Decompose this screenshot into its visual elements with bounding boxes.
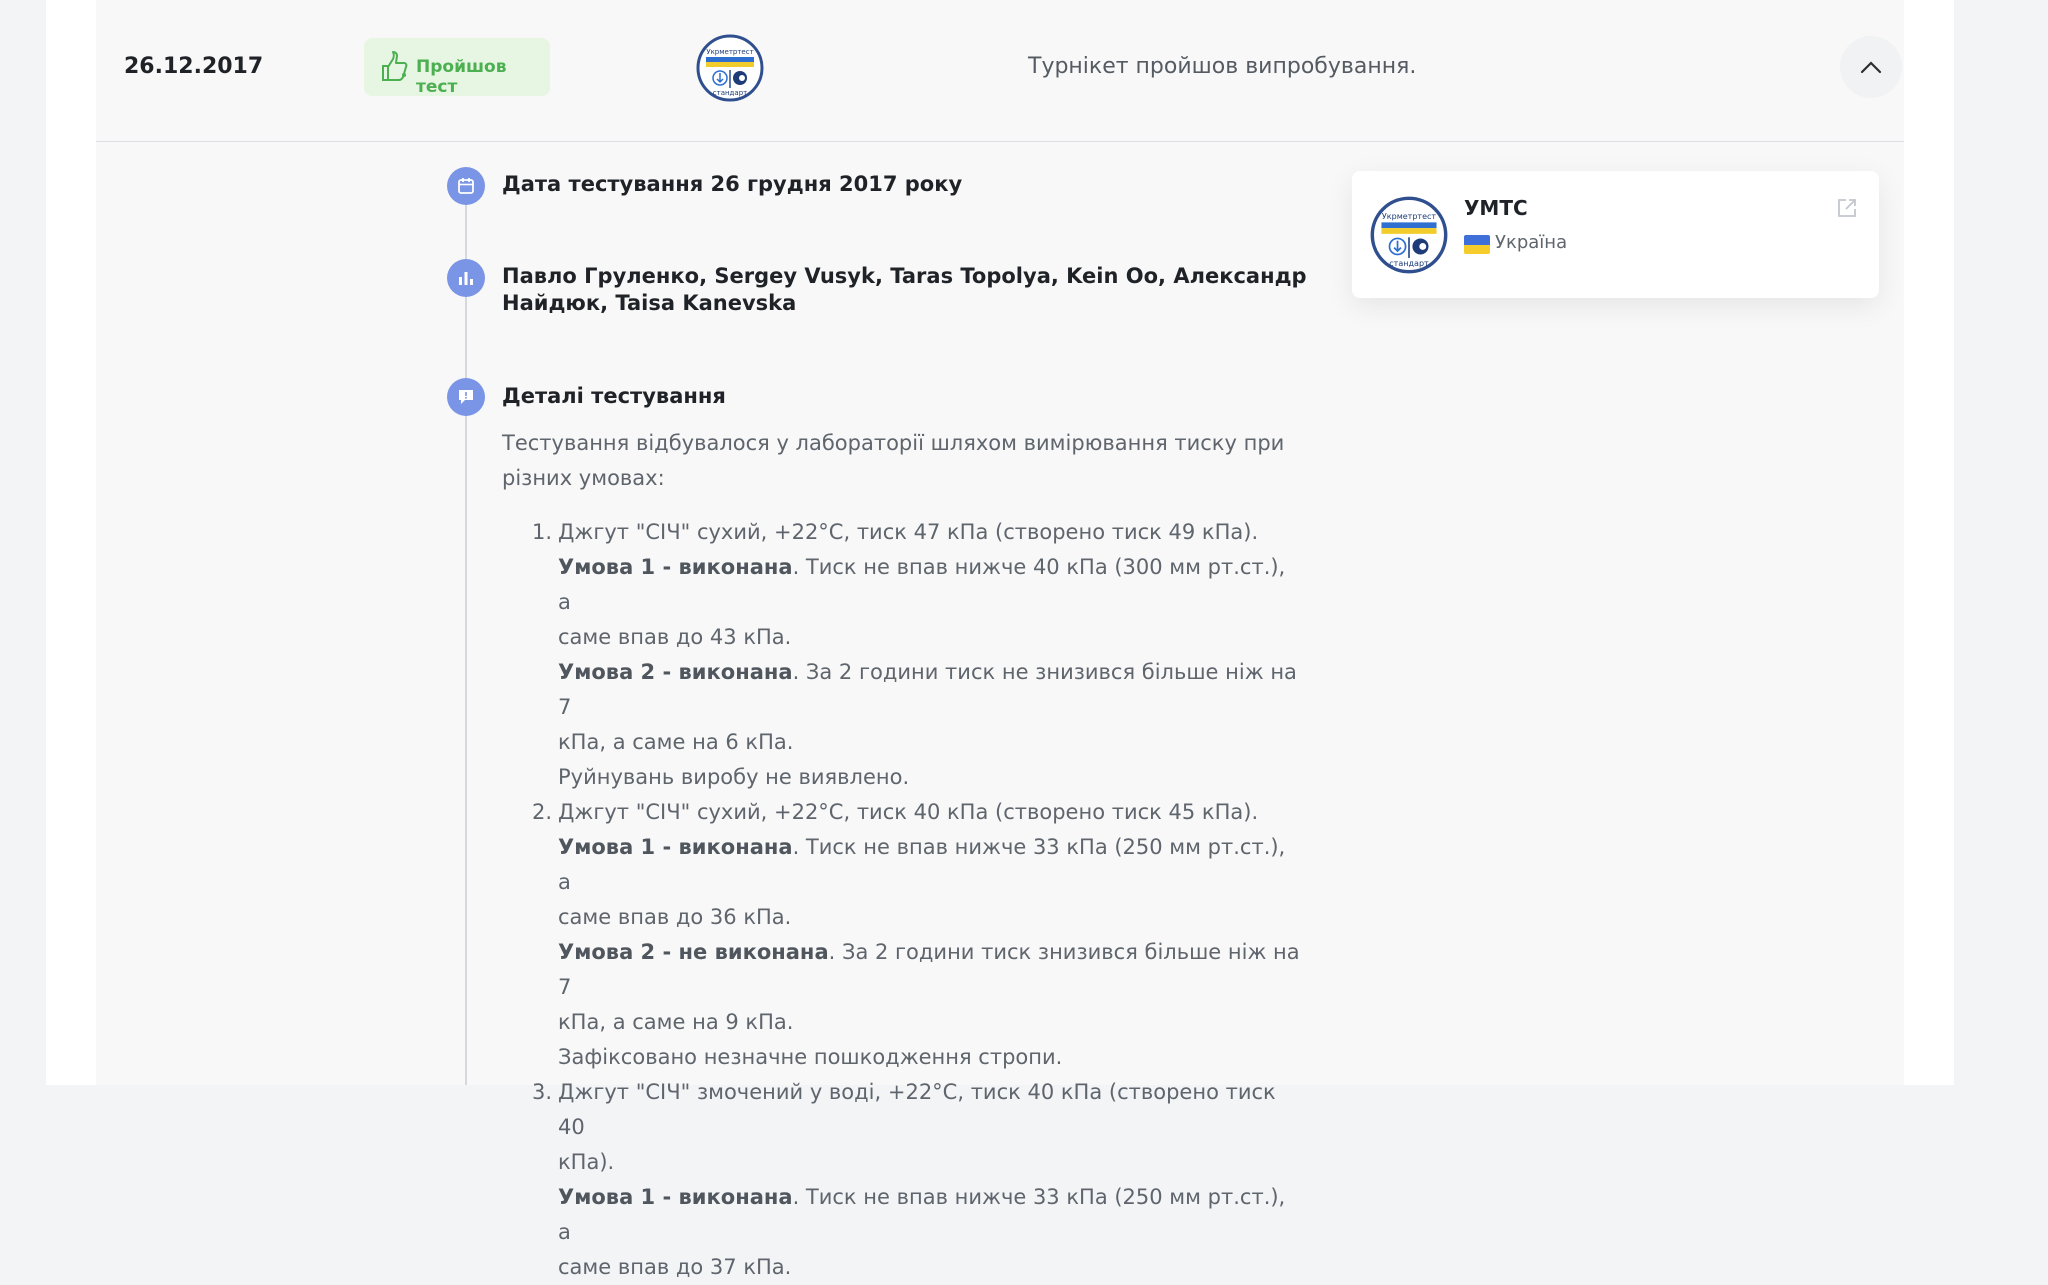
condition-text: Джгут "СІЧ" сухий, +22°С, тиск 47 кПа (створено тиск 49 кПа). xyxy=(558,520,1259,544)
external-link-icon[interactable] xyxy=(1836,197,1858,223)
status-label: Пройшов тест xyxy=(416,57,507,97)
condition-text: . Тиск не впав нижче 33 кПа (250 мм рт.ст.), а xyxy=(558,1185,1286,1244)
list-item-line xyxy=(558,655,1302,725)
condition-text: Джгут "СІЧ" змочений у воді, +22°С, тиск 40 кПа (створено тиск 40 xyxy=(558,1080,1276,1139)
details-intro: Тестування відбувалося у лабораторії шляхом вимірювання тиску при різних умовах: xyxy=(502,431,1285,490)
condition-text: кПа). xyxy=(558,1150,615,1174)
list-item-line xyxy=(558,795,1302,830)
condition-status: Умова 1 - виконана xyxy=(558,555,793,579)
ukraine-flag-icon xyxy=(1464,235,1490,254)
list-item-line xyxy=(558,515,1302,550)
list-item-line xyxy=(558,1075,1302,1145)
condition-status: Умова 1 - виконана xyxy=(558,835,793,859)
chevron-up-icon xyxy=(1860,60,1882,74)
list-item-line xyxy=(558,760,1302,795)
condition-text: Зафіксовано незначне пошкодження стропи. xyxy=(558,1045,1063,1069)
svg-text:стандарт: стандарт xyxy=(1389,258,1429,268)
test-date: 26.12.2017 xyxy=(124,54,264,79)
svg-text:Укрметртест: Укрметртест xyxy=(1381,211,1437,221)
condition-text: саме впав до 43 кПа. xyxy=(558,625,792,649)
status-badge xyxy=(364,38,550,96)
row-summary: Турнікет пройшов випробування. xyxy=(1028,54,1417,79)
thumbs-up-icon xyxy=(377,49,409,89)
list-item-line xyxy=(558,830,1302,900)
condition-text: кПа, а саме на 9 кПа. xyxy=(558,1010,794,1034)
testers-label: Павло Груленко, Sergey Vusyk, Taras Topolya, Kein Oo, Александр Найдюк, Taisa Kanevska xyxy=(502,264,1307,315)
list-item-line xyxy=(558,1005,1302,1040)
list-item-number: 3. xyxy=(532,1080,553,1104)
list-item-line xyxy=(558,935,1302,1005)
list-item-line xyxy=(558,1250,1302,1285)
org-name: УМТС xyxy=(1464,196,1528,220)
list-item-line xyxy=(558,1040,1302,1075)
list-item-line xyxy=(558,725,1302,760)
collapse-button[interactable] xyxy=(1840,36,1902,98)
list-item-line xyxy=(558,1180,1302,1250)
list-item xyxy=(502,515,1302,795)
condition-text: Руйнувань виробу не виявлено. xyxy=(558,765,910,789)
organization-card[interactable] xyxy=(1352,171,1879,298)
org-logo xyxy=(1370,196,1448,278)
test-conditions-list xyxy=(502,515,1302,1285)
test-row-header[interactable] xyxy=(96,0,1904,142)
condition-text: саме впав до 36 кПа. xyxy=(558,905,792,929)
bar-chart-icon xyxy=(447,259,485,297)
list-item-number: 2. xyxy=(532,800,553,824)
condition-status: Умова 2 - не виконана xyxy=(558,940,829,964)
message-icon xyxy=(447,378,485,416)
details-title: Деталі тестування xyxy=(502,384,726,408)
timeline-line xyxy=(465,198,467,1085)
test-date-label: Дата тестування 26 грудня 2017 року xyxy=(502,172,963,196)
list-item-line xyxy=(558,550,1302,620)
list-item xyxy=(502,795,1302,1075)
condition-status: Умова 1 - виконана xyxy=(558,1185,793,1209)
svg-text:Укрметртест: Укрметртест xyxy=(706,48,754,56)
svg-text:стандарт: стандарт xyxy=(712,89,748,97)
list-item xyxy=(502,1075,1302,1285)
condition-text: . За 2 години тиск знизився більше ніж на 7 xyxy=(558,940,1300,999)
list-item-line xyxy=(558,900,1302,935)
list-item-number: 1. xyxy=(532,520,553,544)
condition-text: . Тиск не впав нижче 33 кПа (250 мм рт.ст.), а xyxy=(558,835,1286,894)
lab-logo xyxy=(696,34,764,106)
condition-text: кПа, а саме на 6 кПа. xyxy=(558,730,794,754)
condition-text: . За 2 години тиск не знизився більше ніж на 7 xyxy=(558,660,1297,719)
condition-text: Джгут "СІЧ" сухий, +22°С, тиск 40 кПа (створено тиск 45 кПа). xyxy=(558,800,1259,824)
calendar-icon xyxy=(447,167,485,205)
org-country: Україна xyxy=(1495,232,1568,253)
list-item-line xyxy=(558,1145,1302,1180)
list-item-line xyxy=(558,620,1302,655)
condition-text: . Тиск не впав нижче 40 кПа (300 мм рт.ст.), а xyxy=(558,555,1286,614)
condition-text: саме впав до 37 кПа. xyxy=(558,1255,792,1279)
condition-status: Умова 2 - виконана xyxy=(558,660,793,684)
